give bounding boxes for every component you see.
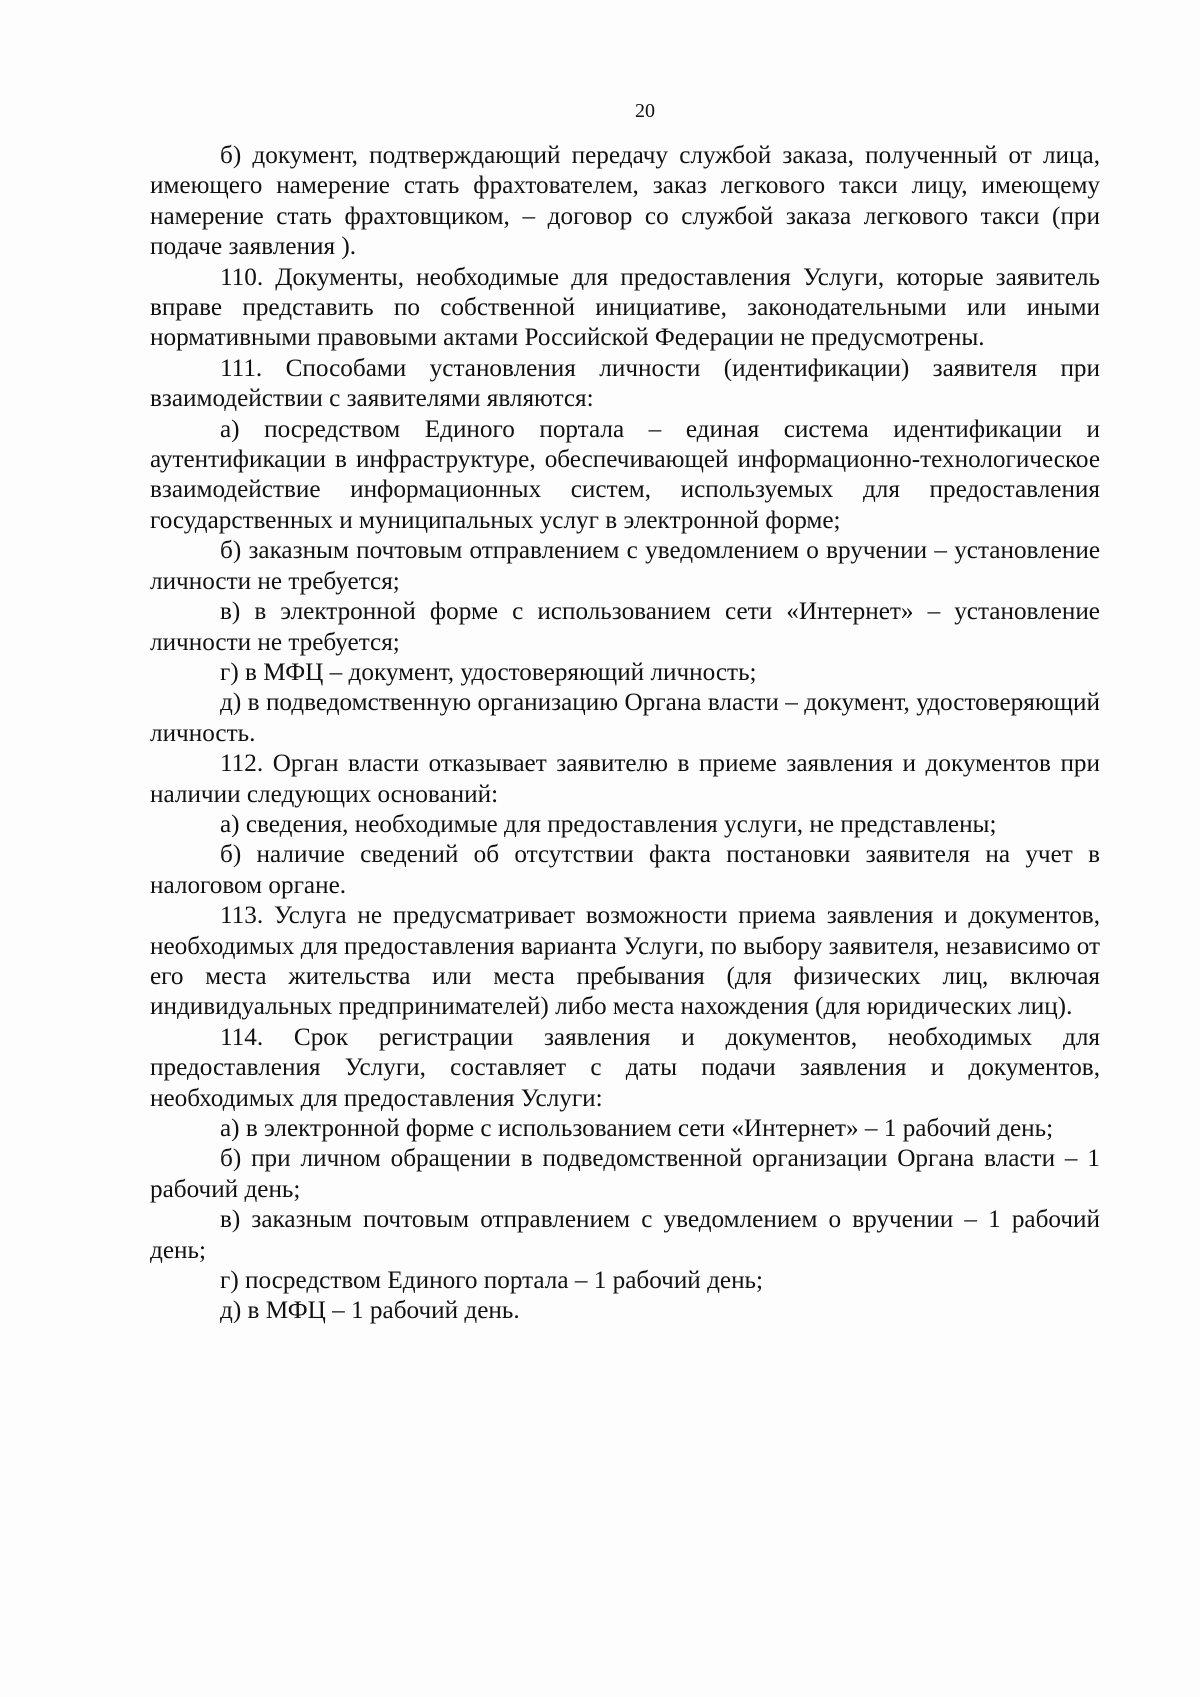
paragraph-111-b: б) заказным почтовым отправлением с уведомлением о вручении – установление личности не требуется; [150, 537, 1100, 595]
paragraph-114-g: г) посредством Единого портала – 1 рабочий день; [220, 1267, 764, 1295]
paragraph-114-a: а) в электронной форме с использованием сети «Интернет» – 1 рабочий день; [220, 1115, 1054, 1142]
paragraph-110: 110. Документы, необходимые для предоставления Услуги, которые заявитель вправе представить по собственной инициативе, законодательными или иными нормативными правовыми актами Российской Федерации не предусмотрены. [150, 263, 1100, 352]
paragraph-111: 111. Способами установления личности (идентификации) заявителя при взаимодействии с заявителями являются: [150, 354, 1100, 413]
paragraph-111-v: в) в электронной форме с использованием сети «Интернет» – установление личности не требуется; [150, 598, 1100, 656]
paragraph-111-a: а) посредством Единого портала – единая система идентификации и аутентификации в инфраструктуре, обеспечивающей информационно-технологическое взаимодействие информационных систем, используемых для предоставления государственных и муниципальных услуг в электронной форме; [150, 415, 1100, 534]
paragraph-114: 114. Срок регистрации заявления и документов, необходимых для предоставления Услуги, составляет с даты подачи заявления и документов, необходимых для предоставления Услуги: [150, 1023, 1100, 1112]
paragraph-114-b: б) при личном обращении в подведомственной организации Органа власти – 1 рабочий день; [150, 1145, 1100, 1203]
paragraph-111-g: г) в МФЦ – документ, удостоверяющий личность; [220, 658, 757, 686]
paragraph-112-b: б) наличие сведений об отсутствии факта постановки заявителя на учет в налоговом органе. [150, 841, 1100, 899]
paragraph-114-v: в) заказным почтовым отправлением с уведомлением о вручении – 1 рабочий день; [150, 1206, 1100, 1264]
document-body [150, 141, 1100, 1327]
paragraph-113: 113. Услуга не предусматривает возможности приема заявления и документов, необходимых для предоставления варианта Услуги, по выбору заявителя, независимо от его места жительства или места пребывания (для физических лиц, включая индивидуальных предпринимателей) либо места нахождения (для юридических лиц). [150, 902, 1100, 1021]
paragraph-111-d: д) в подведомственную организацию Органа власти – документ, удостоверяющий личность. [150, 689, 1100, 747]
paragraph-b-document: б) документ, подтверждающий передачу службой заказа, полученный от лица, имеющего намерение стать фрахтователем, заказ легкового такси лицу, имеющему намерение стать фрахтовщиком, – договор со службой заказа легкового такси (при подаче заявления ). [150, 142, 1100, 261]
paragraph-114-d: д) в МФЦ – 1 рабочий день. [220, 1297, 520, 1325]
paragraph-112: 112. Орган власти отказывает заявителю в приеме заявления и документов при наличии следующих оснований: [150, 750, 1100, 808]
paragraph-112-a: а) сведения, необходимые для предоставления услуги, не представлены; [220, 810, 997, 838]
page-number: 20 [635, 100, 655, 122]
